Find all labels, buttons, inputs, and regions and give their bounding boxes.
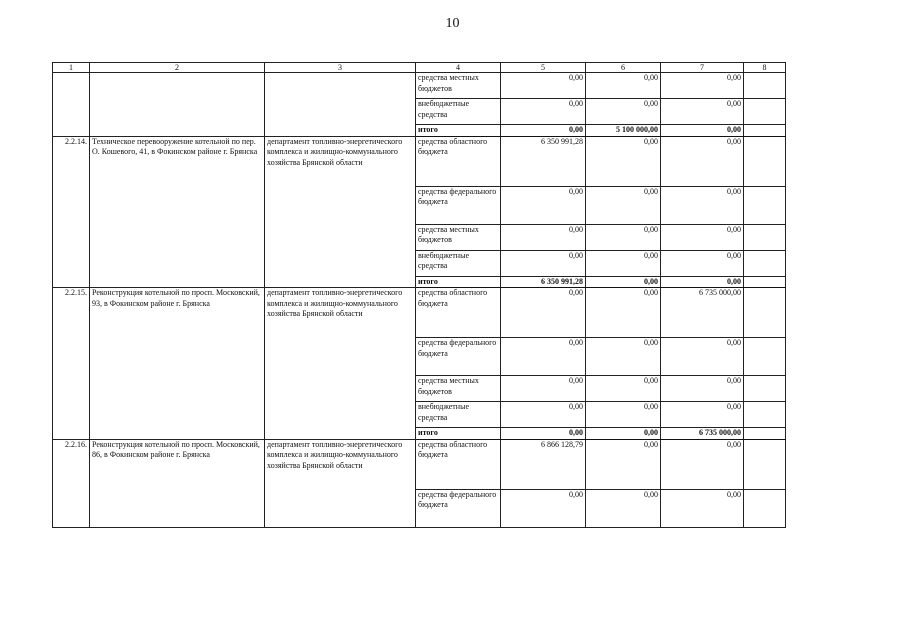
value-cell: 0,00 <box>586 224 661 250</box>
budget-table <box>52 62 786 528</box>
value-cell: 0,00 <box>661 276 744 288</box>
table-row <box>53 136 786 186</box>
executor-cell <box>265 73 416 137</box>
col8-cell <box>744 489 786 527</box>
value-cell: 6 866 128,79 <box>501 439 586 489</box>
col8-cell <box>744 125 786 137</box>
value-cell: 0,00 <box>661 125 744 137</box>
value-cell: 0,00 <box>586 186 661 224</box>
source-cell: средства областного бюджета <box>416 439 501 489</box>
value-cell: 5 100 000,00 <box>586 125 661 137</box>
source-cell: внебюджетные средства <box>416 99 501 125</box>
table-row <box>53 73 786 99</box>
column-header: 3 <box>265 63 416 73</box>
table-row <box>53 439 786 489</box>
executor-cell: департамент топливно-энергетического комплекса и жилищно-коммунального хозяйства Брянской области <box>265 136 416 288</box>
value-cell: 0,00 <box>586 376 661 402</box>
name-cell: Реконструкция котельной по просп. Московский, 86, в Фокинском районе г. Брянска <box>90 439 265 527</box>
name-cell: Техническое перевооружение котельной по пер. О. Кошевого, 41, в Фокинском районе г. Брянска <box>90 136 265 288</box>
col8-cell <box>744 186 786 224</box>
value-cell: 0,00 <box>661 250 744 276</box>
value-cell: 0,00 <box>586 250 661 276</box>
value-cell: 0,00 <box>586 99 661 125</box>
source-cell: итого <box>416 125 501 137</box>
column-header: 7 <box>661 63 744 73</box>
col8-cell <box>744 224 786 250</box>
value-cell: 0,00 <box>586 288 661 338</box>
code-cell: 2.2.14. <box>53 136 90 288</box>
value-cell: 0,00 <box>501 250 586 276</box>
source-cell: средства федерального бюджета <box>416 338 501 376</box>
value-cell: 0,00 <box>586 402 661 428</box>
col8-cell <box>744 428 786 440</box>
value-cell: 0,00 <box>501 376 586 402</box>
source-cell: внебюджетные средства <box>416 250 501 276</box>
value-cell: 0,00 <box>501 125 586 137</box>
source-cell: средства местных бюджетов <box>416 376 501 402</box>
value-cell: 0,00 <box>661 136 744 186</box>
column-header: 5 <box>501 63 586 73</box>
value-cell: 0,00 <box>661 186 744 224</box>
col8-cell <box>744 439 786 489</box>
source-cell: средства федерального бюджета <box>416 489 501 527</box>
value-cell: 0,00 <box>586 428 661 440</box>
column-header: 1 <box>53 63 90 73</box>
source-cell: средства областного бюджета <box>416 136 501 186</box>
col8-cell <box>744 99 786 125</box>
value-cell: 0,00 <box>586 338 661 376</box>
table-row <box>53 288 786 338</box>
col8-cell <box>744 376 786 402</box>
column-header: 8 <box>744 63 786 73</box>
executor-cell: департамент топливно-энергетического комплекса и жилищно-коммунального хозяйства Брянской области <box>265 288 416 440</box>
value-cell: 6 350 991,28 <box>501 276 586 288</box>
source-cell: итого <box>416 428 501 440</box>
value-cell: 6 735 000,00 <box>661 428 744 440</box>
value-cell: 0,00 <box>501 338 586 376</box>
value-cell: 0,00 <box>586 489 661 527</box>
value-cell: 0,00 <box>661 224 744 250</box>
executor-cell: департамент топливно-энергетического комплекса и жилищно-коммунального хозяйства Брянской области <box>265 439 416 527</box>
value-cell: 0,00 <box>501 428 586 440</box>
code-cell: 2.2.16. <box>53 439 90 527</box>
col8-cell <box>744 136 786 186</box>
source-cell: внебюджетные средства <box>416 402 501 428</box>
value-cell: 0,00 <box>661 439 744 489</box>
col8-cell <box>744 73 786 99</box>
col8-cell <box>744 276 786 288</box>
col8-cell <box>744 288 786 338</box>
value-cell: 6 735 000,00 <box>661 288 744 338</box>
source-cell: итого <box>416 276 501 288</box>
value-cell: 6 350 991,28 <box>501 136 586 186</box>
header-row <box>53 63 786 73</box>
value-cell: 0,00 <box>661 99 744 125</box>
col8-cell <box>744 402 786 428</box>
col8-cell <box>744 338 786 376</box>
value-cell: 0,00 <box>661 338 744 376</box>
value-cell: 0,00 <box>586 73 661 99</box>
column-header: 2 <box>90 63 265 73</box>
source-cell: средства федерального бюджета <box>416 186 501 224</box>
value-cell: 0,00 <box>501 489 586 527</box>
value-cell: 0,00 <box>501 99 586 125</box>
value-cell: 0,00 <box>661 376 744 402</box>
name-cell: Реконструкция котельной по просп. Московский, 93, в Фокинском районе г. Брянска <box>90 288 265 440</box>
value-cell: 0,00 <box>586 276 661 288</box>
value-cell: 0,00 <box>586 439 661 489</box>
value-cell: 0,00 <box>501 186 586 224</box>
value-cell: 0,00 <box>501 224 586 250</box>
value-cell: 0,00 <box>501 73 586 99</box>
column-header: 4 <box>416 63 501 73</box>
name-cell <box>90 73 265 137</box>
value-cell: 0,00 <box>501 288 586 338</box>
source-cell: средства местных бюджетов <box>416 73 501 99</box>
value-cell: 0,00 <box>501 402 586 428</box>
value-cell: 0,00 <box>586 136 661 186</box>
page-number: 10 <box>445 16 460 31</box>
source-cell: средства областного бюджета <box>416 288 501 338</box>
source-cell: средства местных бюджетов <box>416 224 501 250</box>
code-cell: 2.2.15. <box>53 288 90 440</box>
code-cell <box>53 73 90 137</box>
column-header: 6 <box>586 63 661 73</box>
value-cell: 0,00 <box>661 73 744 99</box>
value-cell: 0,00 <box>661 489 744 527</box>
col8-cell <box>744 250 786 276</box>
value-cell: 0,00 <box>661 402 744 428</box>
